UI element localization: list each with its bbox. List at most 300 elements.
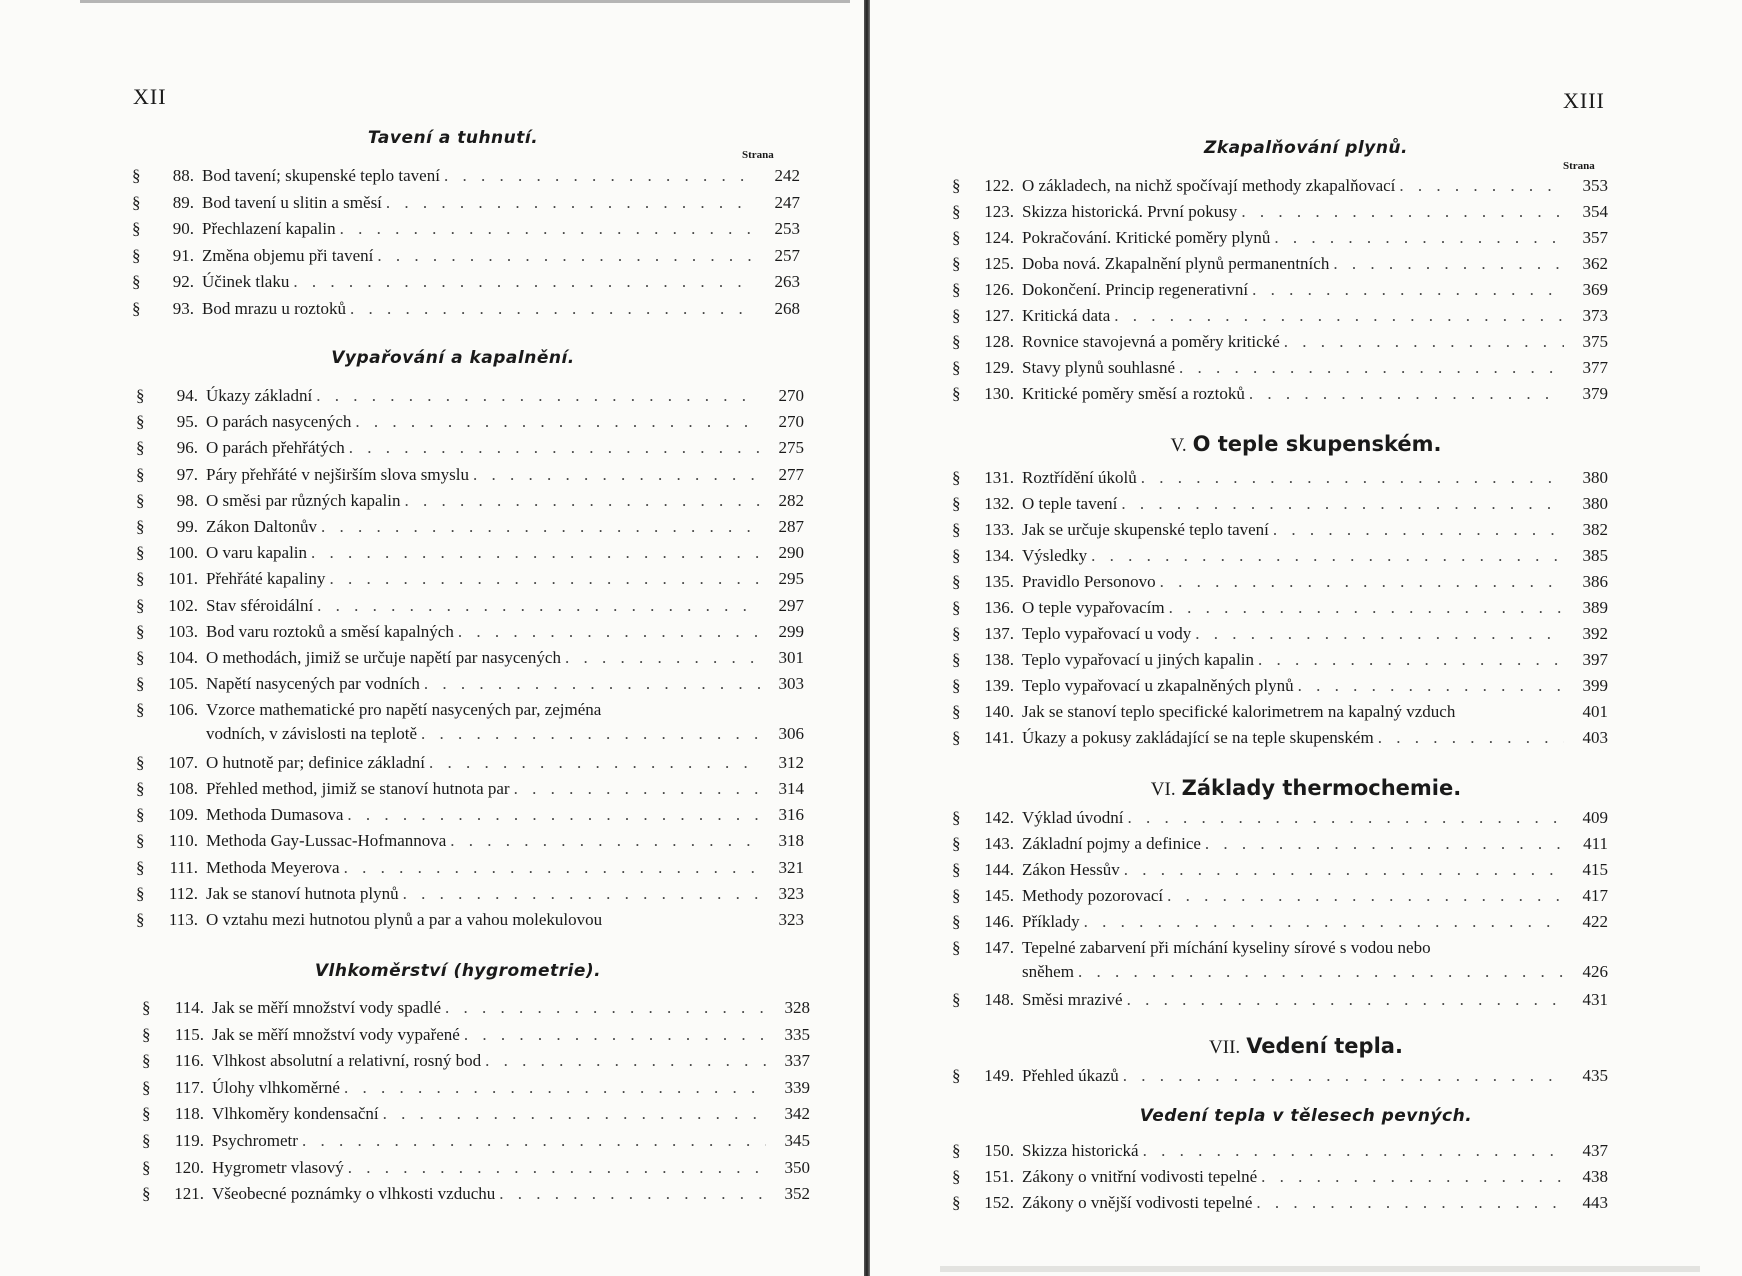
dot-leader [316,386,760,406]
section-symbol: § [952,1141,961,1160]
section-symbol: § [952,332,961,351]
entry-title: Bod tavení u slitin a směsí [202,193,382,212]
section-symbol: § [136,805,145,824]
toc-entry [136,412,804,436]
toc-entry [136,884,804,908]
page-number: 350 [784,1158,810,1177]
entry-title: Methody pozorovací [1022,886,1164,905]
toc-entry [952,306,1608,330]
section-symbol: § [952,834,961,853]
toc-entry [952,228,1608,252]
section-symbol: § [132,193,141,212]
entry-number: 146. [984,912,1014,931]
section-symbol: § [142,1184,151,1203]
page-number: 282 [778,491,804,510]
section-symbol: § [142,998,151,1017]
toc-entry [136,648,804,672]
page-number: 270 [778,386,804,405]
page-number: 290 [778,543,804,562]
toc-entry-continuation [206,724,804,748]
entry-number: 137. [984,624,1014,643]
entry-title: Úkazy a pokusy zakládající se na teple skupenském [1022,728,1374,747]
dot-leader [1143,1141,1564,1161]
page-number: 314 [778,779,804,798]
toc-entry-continuation [1022,962,1608,986]
toc-entry [952,886,1608,910]
section-symbol: § [136,465,145,484]
page-number: 426 [1582,962,1608,981]
entry-title: Úkazy základní [206,386,313,405]
entry-title: Pravidlo Personovo [1022,572,1156,591]
dot-leader [1127,990,1564,1010]
chapter-title: O teple skupenském. [1192,432,1442,456]
entry-number: 128. [984,332,1014,351]
entry-title: Páry přehřáté v nejširším slova smyslu [206,465,469,484]
entry-number: 88. [172,166,194,185]
entry-number: 149. [984,1066,1014,1085]
entry-title: Přehled method, jimiž se stanoví hutnota par [206,779,510,798]
section-symbol: § [952,384,961,403]
dot-leader [1128,808,1564,828]
page-number: 328 [784,998,810,1017]
toc-entry [136,700,804,724]
toc-entry [952,912,1608,936]
entry-title: O hutnotě par; definice základní [206,753,426,772]
entry-number: 129. [984,358,1014,377]
section-symbol: § [136,412,145,431]
page-number: 301 [778,648,804,667]
toc-entry [952,546,1608,570]
chapter-title: Vedení tepla. [1246,1034,1403,1058]
entry-title: Zákony o vnitřní vodivosti tepelné [1022,1167,1258,1186]
page-number: 242 [774,166,800,185]
page-number: 277 [778,465,804,484]
section-symbol: § [136,491,145,510]
entry-title: Zákon Hessův [1022,860,1120,879]
dot-leader [1378,728,1564,748]
toc-entry [952,938,1608,962]
entry-number: 143. [984,834,1014,853]
entry-number: 115. [174,1025,204,1044]
section-symbol: § [952,938,961,957]
entry-title: Výsledky [1022,546,1088,565]
section-symbol: § [136,569,145,588]
dot-leader [1179,358,1564,378]
page-number: 295 [778,569,804,588]
dot-leader [444,166,756,186]
entry-title: O teple tavení [1022,494,1118,513]
chapter-heading [870,432,1742,457]
toc-entry [952,624,1608,648]
dot-leader [1258,650,1564,670]
section-symbol: § [132,219,141,238]
toc-entry [136,491,804,515]
entry-title: Teplo vypařovací u vody [1022,624,1192,643]
entry-number: 89. [172,193,194,212]
toc-entry [142,1158,810,1182]
page-number: 345 [784,1131,810,1150]
page-number: 375 [1582,332,1608,351]
entry-number: 125. [984,254,1014,273]
entry-number: 132. [984,494,1014,513]
section-symbol: § [136,543,145,562]
dot-leader [424,674,760,694]
entry-number: 151. [984,1167,1014,1186]
page-number: 379 [1582,384,1608,403]
entry-number: 127. [984,306,1014,325]
page-number: 337 [784,1051,810,1070]
section-symbol: § [952,808,961,827]
dot-leader [348,1158,766,1178]
entry-number: 147. [984,938,1014,957]
entry-number: 120. [174,1158,204,1177]
section-symbol: § [136,858,145,877]
page-number: 352 [784,1184,810,1203]
dot-leader [1114,306,1564,326]
toc-entry [142,1131,810,1155]
toc-entry [952,202,1608,226]
dot-leader [1084,912,1564,932]
page-number: 437 [1582,1141,1608,1160]
entry-number: 100. [168,543,198,562]
toc-entry [136,569,804,593]
entry-number: 114. [174,998,204,1017]
toc-entry [952,468,1608,492]
section-symbol: § [142,1051,151,1070]
entry-number: 121. [174,1184,204,1203]
dot-leader [350,299,756,319]
page-number: 299 [778,622,804,641]
page-number: 303 [778,674,804,693]
section-symbol: § [952,468,961,487]
page-number: 342 [784,1104,810,1123]
entry-title: Základní pojmy a definice [1022,834,1201,853]
page-number: 321 [778,858,804,877]
section-symbol: § [952,546,961,565]
entry-number: 141. [984,728,1014,747]
dot-leader [302,1131,766,1151]
page-number: 435 [1582,1066,1608,1085]
toc-entry [132,193,800,217]
section-symbol: § [952,1167,961,1186]
entry-number: 126. [984,280,1014,299]
page-number: 353 [1582,176,1608,195]
dot-leader [1298,676,1564,696]
entry-title: O parách přehřátých [206,438,345,457]
section-symbol: § [136,438,145,457]
section-title: Zkapalňování plynů. [1204,138,1408,158]
section-symbol: § [136,674,145,693]
entry-title: Vlhkoměry kondensační [212,1104,379,1123]
entry-number: 123. [984,202,1014,221]
dot-leader [405,491,761,511]
entry-title: Psychrometr [212,1131,298,1150]
toc-entry [136,543,804,567]
chapter-heading [870,776,1742,801]
section-symbol: § [952,358,961,377]
toc-entry [952,834,1608,858]
entry-number: 110. [168,831,198,850]
section-symbol: § [952,990,961,1009]
page-number: 297 [778,596,804,615]
entry-number: 131. [984,468,1014,487]
entry-number: 134. [984,546,1014,565]
right-page-number: XIII [1563,88,1605,113]
entry-title: Skizza historická. První pokusy [1022,202,1238,221]
entry-title: Jak se určuje skupenské teplo tavení [1022,520,1269,539]
dot-leader [1252,280,1564,300]
dot-leader [344,1078,766,1098]
entry-title: Hygrometr vlasový [212,1158,344,1177]
dot-leader [1169,598,1564,618]
section-symbol: § [136,779,145,798]
dot-leader [1205,834,1564,854]
entry-title: Příklady [1022,912,1080,931]
entry-title: Tepelné zabarvení při míchání kyseliny sírové s vodou nebo [1022,938,1431,957]
entry-number: 95. [176,412,198,431]
page-number: 431 [1582,990,1608,1009]
page-number: 380 [1582,468,1608,487]
toc-entry [132,166,800,190]
toc-entry [952,1167,1608,1191]
section-symbol: § [952,520,961,539]
entry-title: Přehřáté kapaliny [206,569,326,588]
dot-leader [293,272,756,292]
entry-title: Methoda Dumasova [206,805,344,824]
section-symbol: § [142,1025,151,1044]
entry-number: 101. [168,569,198,588]
entry-title: Jak se stanoví teplo specifické kalorimetrem na kapalný vzduch [1022,702,1456,721]
entry-number: 96. [176,438,198,457]
toc-entry [136,779,804,803]
toc-entry [136,465,804,489]
entry-number: 136. [984,598,1014,617]
toc-entry [952,990,1608,1014]
dot-leader [1123,1066,1564,1086]
dot-leader [1141,468,1564,488]
entry-title: Teplo vypařovací u zkapalněných plynů [1022,676,1294,695]
section-symbol: § [952,228,961,247]
toc-entry [952,254,1608,278]
entry-title: Všeobecné poznámky o vlhkosti vzduchu [212,1184,496,1203]
entry-title: Výklad úvodní [1022,808,1124,827]
dot-leader [1241,202,1564,222]
page-number: 438 [1582,1167,1608,1186]
entry-number: 109. [168,805,198,824]
toc-entry [952,702,1608,726]
dot-leader [355,412,760,432]
toc-entry [142,1184,810,1208]
section-symbol: § [132,166,141,185]
toc-entry [952,1066,1608,1090]
entry-title: Pokračování. Kritické poměry plynů [1022,228,1271,247]
section-symbol: § [952,1193,961,1212]
dot-leader [347,805,760,825]
section-title: Vedení tepla v tělesech pevných. [1139,1106,1473,1126]
entry-title: Zákon Daltonův [206,517,317,536]
entry-number: 97. [176,465,198,484]
entry-continuation-text: vodních, v závislosti na teplotě [206,724,418,743]
page-number: 403 [1582,728,1608,747]
toc-entry [136,753,804,777]
dot-leader [514,779,760,799]
toc-entry [952,808,1608,832]
entry-number: 113. [168,910,198,929]
section-symbol: § [952,1066,961,1085]
entry-number: 98. [176,491,198,510]
chapter-number: VI. [1150,779,1176,800]
entry-number: 122. [984,176,1014,195]
toc-entry [136,596,804,620]
toc-entry [952,280,1608,304]
entry-title: Přechlazení kapalin [202,219,336,238]
page-number: 386 [1582,572,1608,591]
entry-number: 139. [984,676,1014,695]
section-symbol: § [136,831,145,850]
page-number: 357 [1582,228,1608,247]
dot-leader [1333,254,1564,274]
section-symbol: § [952,280,961,299]
dot-leader [403,884,760,904]
dot-leader [565,648,760,668]
toc-entry [136,438,804,462]
chapter-number: V. [1170,435,1187,456]
entry-title: Stav sféroidální [206,596,314,615]
section-symbol: § [952,494,961,513]
section-symbol: § [136,596,145,615]
entry-number: 107. [168,753,198,772]
page-number: 287 [778,517,804,536]
entry-title: Jak se stanoví hutnota plynů [206,884,399,903]
page-number: 339 [784,1078,810,1097]
entry-number: 150. [984,1141,1014,1160]
page-number: 382 [1582,520,1608,539]
entry-title: O parách nasycených [206,412,352,431]
toc-entry [132,299,800,323]
entry-number: 108. [168,779,198,798]
left-page-number: XII [133,84,167,109]
page-number: 323 [778,910,804,929]
section-symbol: § [952,202,961,221]
dot-leader [1284,332,1564,352]
entry-number: 103. [168,622,198,641]
page-number: 270 [778,412,804,431]
toc-entry [952,520,1608,544]
section-symbol: § [136,700,145,719]
entry-title: O teple vypařovacím [1022,598,1165,617]
entry-number: 135. [984,572,1014,591]
page-number: 373 [1582,306,1608,325]
entry-title: Účinek tlaku [202,272,290,291]
entry-title: Kritické poměry směsí a roztoků [1022,384,1245,403]
section-title: Vypařování a kapalnění. [331,348,575,368]
toc-entry [952,494,1608,518]
section-symbol: § [142,1078,151,1097]
section-symbol: § [952,676,961,695]
dot-leader [1078,962,1564,982]
page-number: 263 [774,272,800,291]
entry-number: 111. [169,858,198,877]
dot-leader [1399,176,1564,196]
dot-leader [429,753,760,773]
page-number: 268 [774,299,800,318]
dot-leader [421,724,760,744]
section-symbol: § [136,648,145,667]
page-number: 399 [1582,676,1608,695]
page-number: 443 [1582,1193,1608,1212]
section-symbol: § [136,386,145,405]
section-title: Vlhkoměrství (hygrometrie). [314,961,602,981]
entry-title: Zákony o vnější vodivosti tepelné [1022,1193,1253,1212]
section-symbol: § [952,886,961,905]
entry-number: 112. [168,884,198,903]
section-title: Tavení a tuhnutí. [367,128,539,148]
page-number: 354 [1582,202,1608,221]
entry-title: Doba nová. Zkapalnění plynů permanentních [1022,254,1330,273]
dot-leader [450,831,760,851]
entry-number: 138. [984,650,1014,669]
section-symbol: § [952,702,961,721]
chapter-title: Základy thermochemie. [1181,776,1462,800]
dot-leader [349,438,760,458]
entry-number: 102. [168,596,198,615]
page-number: 380 [1582,494,1608,513]
entry-number: 130. [984,384,1014,403]
page-number: 409 [1582,808,1608,827]
entry-title: Kritická data [1022,306,1111,325]
toc-entry [136,831,804,855]
dot-leader [445,998,766,1018]
entry-number: 124. [984,228,1014,247]
section-symbol: § [952,176,961,195]
section-symbol: § [952,860,961,879]
entry-title: Methoda Meyerova [206,858,340,877]
dot-leader [317,596,760,616]
entry-number: 140. [984,702,1014,721]
dot-leader [1167,886,1564,906]
entry-title: Přehled úkazů [1022,1066,1119,1085]
dot-leader [377,246,756,266]
entry-title: Bod mrazu u roztoků [202,299,346,318]
page-number: 401 [1582,702,1608,721]
dot-leader [1124,860,1564,880]
toc-entry [136,622,804,646]
entry-title: Úlohy vlhkoměrné [212,1078,340,1097]
section-symbol: § [952,598,961,617]
page-number: 415 [1582,860,1608,879]
left-strana-label: Strana [742,149,774,161]
dot-leader [340,219,756,239]
page-number: 335 [784,1025,810,1044]
dot-leader [329,569,760,589]
bottom-edge-line [940,1266,1700,1272]
entry-title: Bod varu roztoků a směsí kapalných [206,622,454,641]
entry-title: Roztřídění úkolů [1022,468,1137,487]
entry-title: Teplo vypařovací u jiných kapalin [1022,650,1255,669]
entry-number: 99. [176,517,198,536]
page-number: 389 [1582,598,1608,617]
page-number: 377 [1582,358,1608,377]
entry-title: Napětí nasycených par vodních [206,674,420,693]
toc-entry [136,386,804,410]
page-number: 392 [1582,624,1608,643]
toc-entry [952,1141,1608,1165]
toc-entry [952,728,1608,752]
page-number: 411 [1583,834,1608,853]
section-symbol: § [132,246,141,265]
section-symbol: § [952,306,961,325]
toc-entry [136,805,804,829]
